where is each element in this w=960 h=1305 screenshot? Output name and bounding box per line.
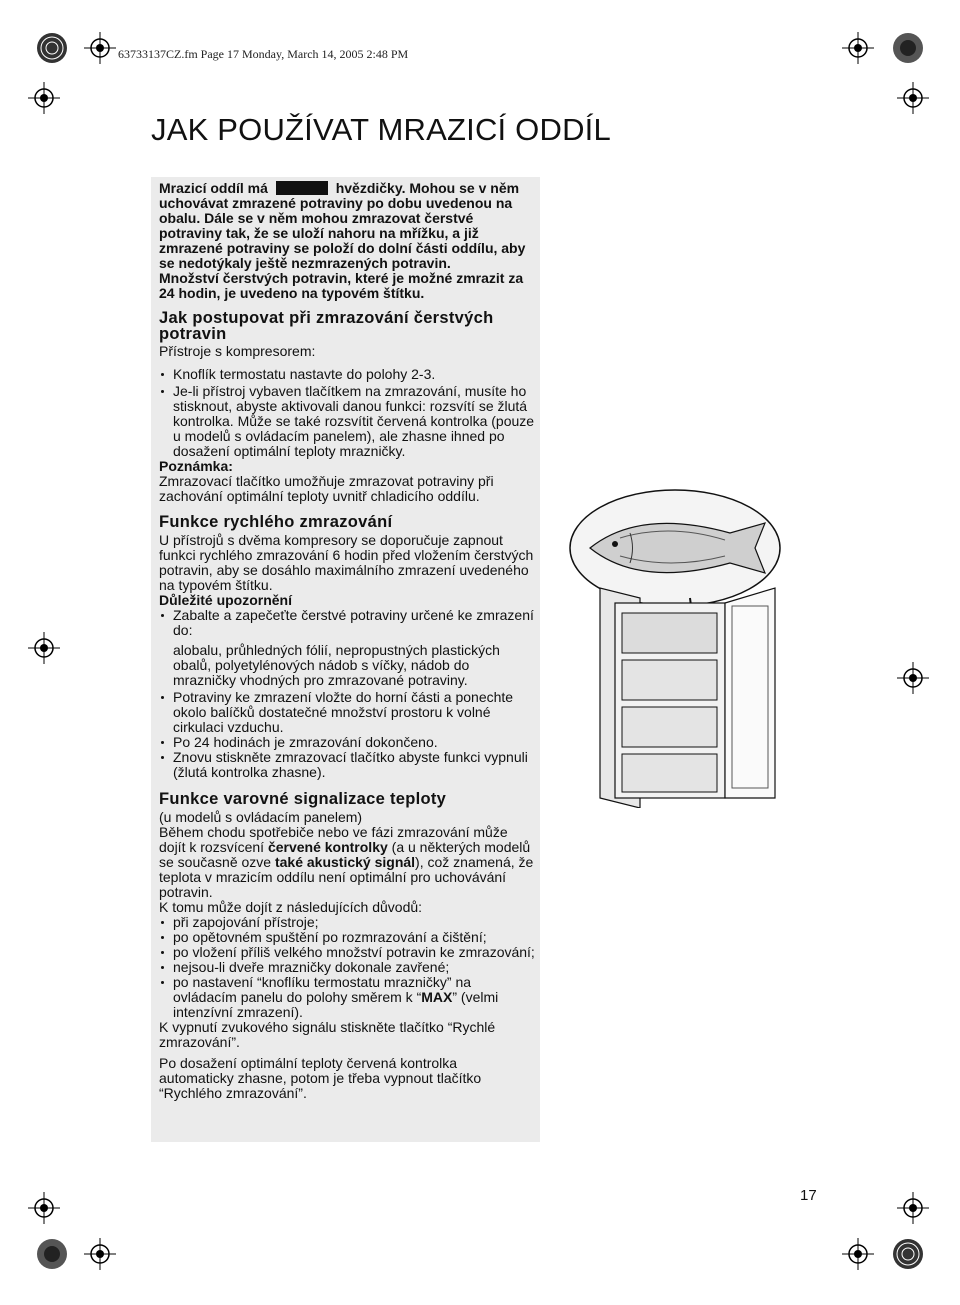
packaging-materials: alobalu, průhledných fólií, nepropustných plastických obalů, polyetylénových nádob s víčky, nádob do mrazničky vhodných pro zmrazované potraviny. [173,642,500,689]
text-column [159,181,535,1101]
thermostat-text-b: ” (velmi intenzívní zmrazení). [173,989,499,1021]
registration-mark-right-lower [897,1192,929,1224]
page-title: JAK POUŽÍVAT MRAZICÍ ODDÍL [151,112,611,147]
red-light-text: červené kontrolky [267,839,388,856]
file-info-header: 63733137CZ.fm Page 17 Monday, March 14, 2005 2:48 PM [118,47,409,61]
note-text: Zmrazovací tlačítko umožňuje zmrazovat potraviny při zachování optimální teploty uvnitř chladicího oddílu. [159,473,494,505]
registration-mark-top-right-disc [892,32,924,64]
capacity-paragraph: Množství čerstvých potravin, které je možné zmrazit za 24 hodin, je uvedeno na typovém štítku. [159,270,524,302]
list-item: Je-li přístroj vybaven tlačítkem na zmrazování, musíte ho stisknout, abyste aktivovali danou funkci: rozsvítí se žlutá kontrolka. Může se také rozsvítit červená kontrolka (pouze u modelů s ovládacím panelem), ale zhasne ihned po dosažení optimální teploty mrazničky. [159,384,535,459]
alarm-subheading: (u modelů s ovládacím panelem) [159,809,363,826]
freezing-steps-list [159,367,535,459]
registration-mark-bottom-right-disc [892,1238,924,1270]
fast-freeze-heading: Funkce rychlého zmrazování [159,513,393,532]
sound-off-text: K vypnutí zvukového signálu stiskněte tlačítko “Rychlé zmrazování”. [159,1019,496,1051]
alarm-paragraph [159,825,535,900]
intro-text-start: Mrazicí oddíl má [159,180,268,196]
intro-paragraph [159,181,535,271]
page-number: 17 [800,1187,817,1204]
important-list [159,608,535,638]
freezing-heading: Jak postupovat při zmrazování čerstvých potravin [159,309,494,344]
note-label: Poznámka: [159,458,233,475]
registration-mark-bottom-left-cross [84,1238,116,1270]
registration-mark-bottom-right-cross [842,1238,874,1270]
acoustic-signal-text: také akustický signál [274,854,416,871]
list-item: Znovu stiskněte zmrazovací tlačítko abyste funkci vypnuli (žlutá kontrolka zhasne). [159,750,535,780]
registration-mark-top-left-cross [84,32,116,64]
compressor-subheading: Přístroje s kompresorem: [159,343,316,360]
registration-mark-bottom-left-disc [36,1238,68,1270]
list-item: po opětovném spuštění po rozmrazování a čištění; [159,930,535,945]
list-item: po vložení příliš velkého množství potravin ke zmrazování; [159,945,535,960]
fast-freeze-text: U přístrojů s dvěma kompresory se doporučuje zapnout funkci rychlého zmrazování 6 hodin před vložením čerstvých potravin, aby se dosáhlo maximálního zmrazení uvedeného na typovém štítku. [159,532,534,594]
registration-mark-top-right-cross [842,32,874,64]
optimal-temp-text: Po dosažení optimální teploty červená kontrolka automaticky zhasne, potom je třeba vypnout tlačítko “Rychlého zmrazování”. [159,1055,482,1102]
reasons-intro: K tomu může dojít z následujících důvodů: [159,899,423,916]
list-item [159,975,535,1020]
alarm-text-c: (a u některých modelů se současně ozve [159,839,531,871]
thermostat-text-a: po nastavení “knoflíku termostatu mrazničky” na ovládacím panelu do polohy směrem k “ [173,974,472,1006]
list-item: nejsou-li dveře mrazničky dokonale zavřené; [159,960,535,975]
list-item: Potraviny ke zmrazení vložte do horní části a ponechte okolo balíčků dostatečné množství prostoru k volné cirkulaci vzduchu. [159,690,535,735]
list-item: při zapojování přístroje; [159,915,535,930]
reasons-list [159,915,535,1020]
registration-mark-right-upper [897,82,929,114]
important-list-rest [159,690,535,780]
alarm-text-a: Během chodu spotřebiče nebo ve fázi zmrazování může dojít k rozsvícení [159,824,508,856]
list-item: Po 24 hodinách je zmrazování dokončeno. [159,735,535,750]
list-item: Zabalte a zapečeťte čerstvé potraviny určené ke zmrazení do: [159,608,535,638]
list-item: Knoflík termostatu nastavte do polohy 2-3. [159,367,535,382]
registration-mark-top-left-disc [36,32,68,64]
alarm-heading: Funkce varovné signalizace teploty [159,790,447,809]
freezer-stars-icon [276,181,328,195]
registration-mark-right-middle [897,662,929,694]
alarm-text-e: ), což znamená, že teplota v mrazicím oddílu není optimální pro uchovávání potravin. [159,854,534,901]
max-label: MAX [421,989,453,1006]
freezer-illustration [560,478,790,808]
registration-mark-left-middle [28,632,60,664]
registration-mark-left-upper [28,82,60,114]
important-label: Důležité upozornění [159,592,292,609]
registration-mark-left-lower [28,1192,60,1224]
intro-text-rest: hvězdičky. Mohou se v něm uchovávat zmrazené potraviny po dobu uvedenou na obalu. Dále se v něm mohou zmrazovat čerstvé potraviny tak, že se uloží nahoru na mřížku, a již zmrazené potraviny se položí do dolní části oddílu, aby se nedotýkaly ještě nezmrazených potravin. [159,180,526,272]
